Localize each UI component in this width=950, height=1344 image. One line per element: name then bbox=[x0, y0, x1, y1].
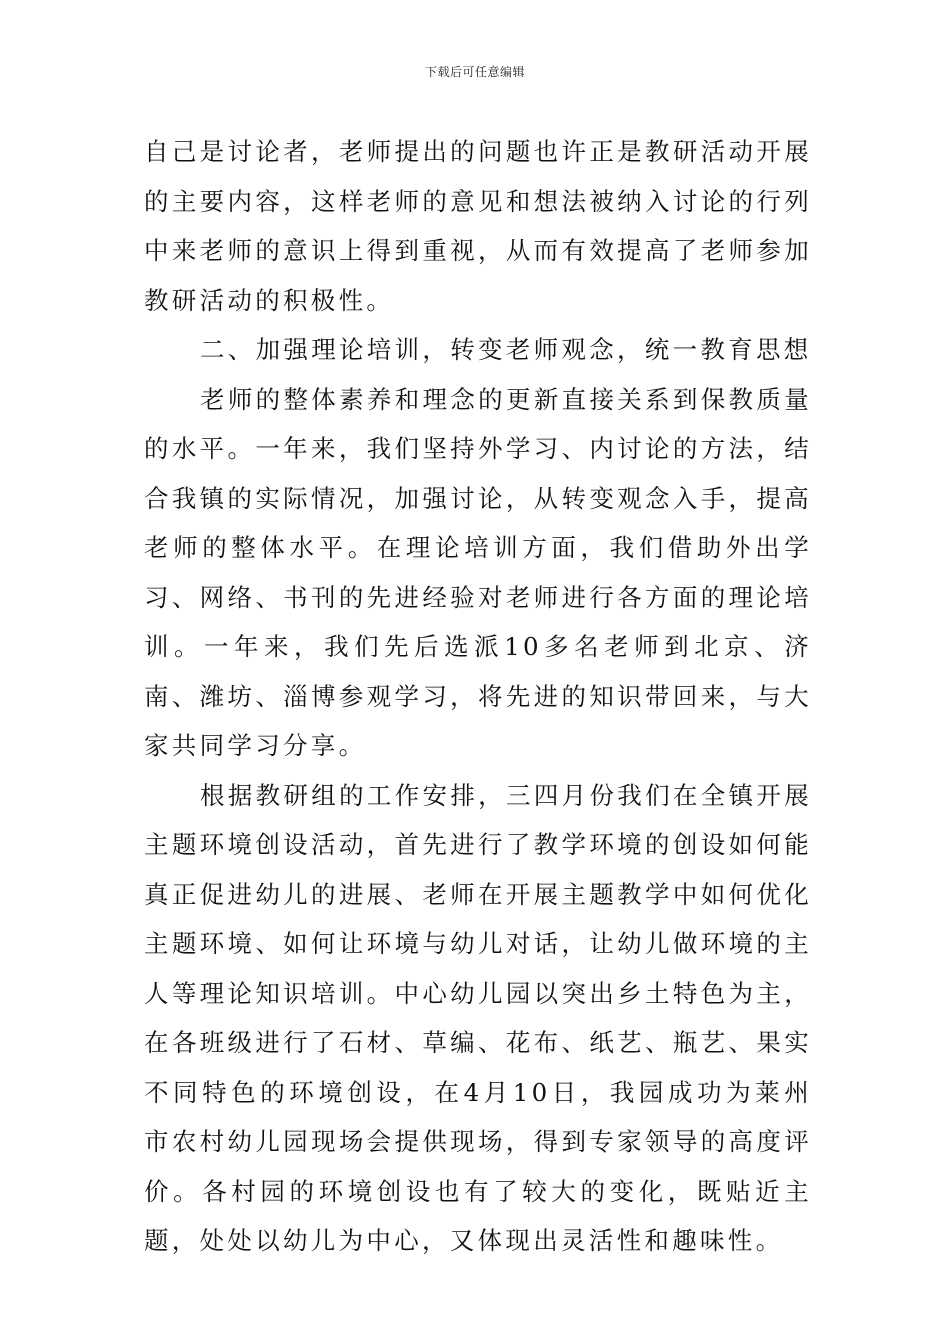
document-body bbox=[144, 127, 812, 1266]
page-header: 下载后可任意编辑 bbox=[424, 65, 525, 79]
paragraph-1: 自己是讨论者，老师提出的问题也许正是教研活动开展的主要内容，这样老师的意见和想法被纳入讨论的行列中来老师的意识上得到重视，从而有效提高了老师参加教研活动的积极性。 bbox=[144, 137, 812, 315]
paragraph-3: 根据教研组的工作安排，三四月份我们在全镇开展主题环境创设活动，首先进行了教学环境的创设如何能真正促进幼儿的进展、老师在开展主题教学中如何优化主题环境、如何让环境与幼儿对话，让幼儿做环境的主人等理论知识培训。中心幼儿园以突出乡土特色为主，在各班级进行了石材、草编、花布、纸艺、瓶艺、果实不同特色的环境创设，在4月10日，我园成功为莱州市农村幼儿园现场会提供现场，得到专家领导的高度评价。各村园的环境创设也有了较大的变化，既贴近主题，处处以幼儿为中心，又体现出灵活性和趣味性。 bbox=[144, 780, 812, 1255]
paragraph-2: 老师的整体素养和理念的更新直接关系到保教质量的水平。一年来，我们坚持外学习、内讨论的方法，结合我镇的实际情况，加强讨论，从转变观念入手，提高老师的整体水平。在理论培训方面，我们借助外出学习、网络、书刊的先进经验对老师进行各方面的理论培训。一年来，我们先后选派10多名老师到北京、济南、潍坊、淄博参观学习，将先进的知识带回来，与大家共同学习分享。 bbox=[144, 384, 812, 760]
section-heading-2: 二、加强理论培训，转变老师观念，统一教育思想 bbox=[200, 335, 812, 364]
